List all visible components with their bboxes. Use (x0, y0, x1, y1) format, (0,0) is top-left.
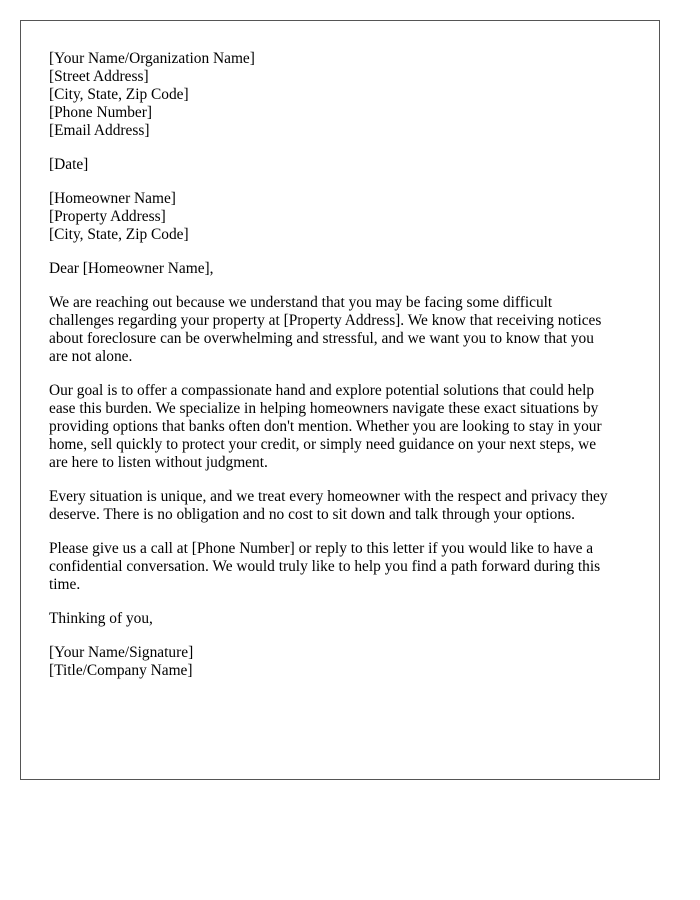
sender-phone: [Phone Number] (49, 104, 153, 121)
signature-name: [Your Name/Signature] (49, 644, 194, 661)
closing: Thinking of you, (49, 610, 153, 627)
paragraph-line: time. (49, 576, 81, 593)
paragraph-line: We are reaching out because we understand that you may be facing some difficult (49, 294, 553, 311)
paragraph-line: Please give us a call at [Phone Number] or reply to this letter if you would like to have a (49, 540, 594, 557)
recipient-city-state-zip: [City, State, Zip Code] (49, 226, 189, 243)
paragraph-line: home, sell quickly to protect your credit, or simply need guidance on your next steps, we (49, 436, 597, 453)
date-block (49, 156, 637, 174)
signature-title: [Title/Company Name] (49, 662, 193, 679)
paragraph-line: Every situation is unique, and we treat every homeowner with the respect and privacy they (49, 488, 608, 505)
paragraph-line: are here to listen without judgment. (49, 454, 268, 471)
salutation-block (49, 260, 637, 278)
recipient-property: [Property Address] (49, 208, 166, 225)
sender-email: [Email Address] (49, 122, 150, 139)
recipient-name: [Homeowner Name] (49, 190, 176, 207)
letter-body (49, 50, 637, 696)
paragraph-line: about foreclosure can be overwhelming and stressful, and we want you to know that you (49, 330, 594, 347)
letter-date: [Date] (49, 156, 89, 173)
paragraph-4 (49, 540, 637, 594)
paragraph-line: deserve. There is no obligation and no cost to sit down and talk through your options. (49, 506, 575, 523)
paragraph-line: are not alone. (49, 348, 133, 365)
paragraph-line: challenges regarding your property at [Property Address]. We know that receiving notices (49, 312, 602, 329)
salutation: Dear [Homeowner Name], (49, 260, 214, 277)
paragraph-3 (49, 488, 637, 524)
sender-address-block (49, 50, 637, 140)
letter-page (20, 20, 660, 780)
paragraph-line: confidential conversation. We would truly like to help you find a path forward during this (49, 558, 601, 575)
recipient-address-block (49, 190, 637, 244)
closing-block (49, 610, 637, 628)
signature-block (49, 644, 637, 680)
sender-city-state-zip: [City, State, Zip Code] (49, 86, 189, 103)
sender-street: [Street Address] (49, 68, 149, 85)
paragraph-line: Our goal is to offer a compassionate hand and explore potential solutions that could help (49, 382, 595, 399)
paragraph-2 (49, 382, 637, 472)
paragraph-line: ease this burden. We specialize in helping homeowners navigate these exact situations by (49, 400, 599, 417)
sender-name: [Your Name/Organization Name] (49, 50, 255, 67)
paragraph-1 (49, 294, 637, 366)
paragraph-line: providing options that banks often don't mention. Whether you are looking to stay in your (49, 418, 602, 435)
